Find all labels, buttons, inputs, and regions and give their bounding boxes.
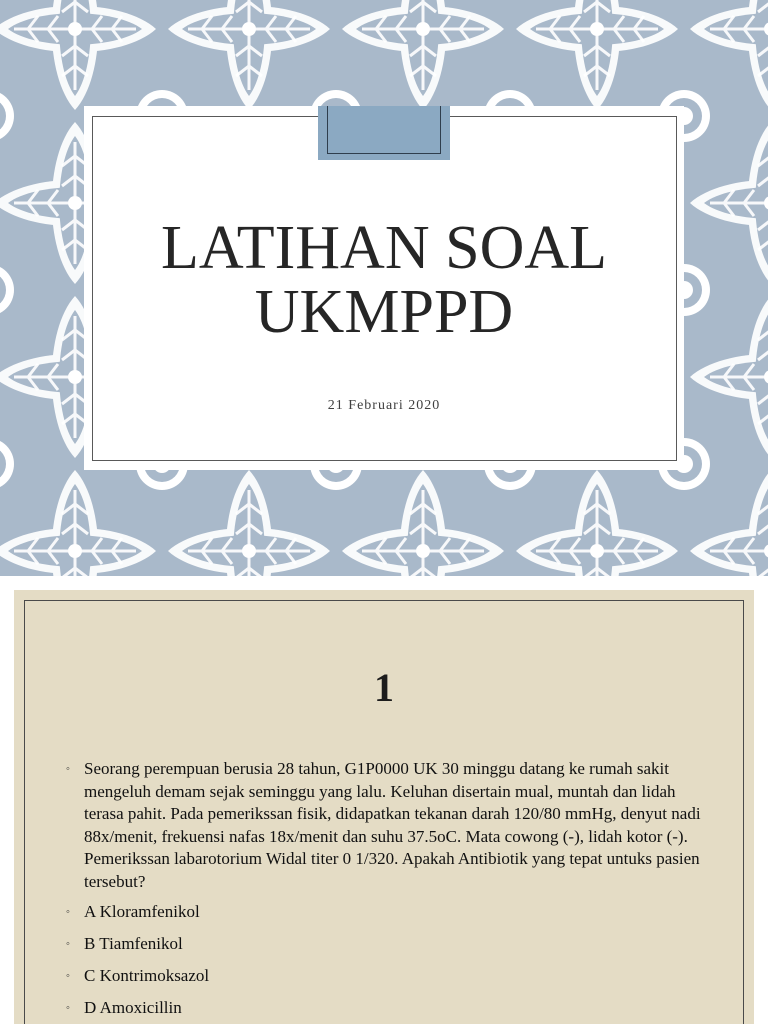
bullet-icon: ◦: [66, 763, 70, 775]
question-stem: [66, 758, 706, 893]
title-tab-decoration: [318, 106, 450, 160]
bullet-icon: ◦: [66, 970, 70, 982]
slide-title-line2: UKMPPD: [254, 278, 514, 346]
answer-option-label: D Amoxicillin: [84, 998, 182, 1017]
answer-option-label: A Kloramfenikol: [84, 902, 200, 921]
answer-option-b: [66, 933, 706, 956]
bullet-icon: ◦: [66, 1002, 70, 1014]
answer-option-c: [66, 965, 706, 988]
bullet-icon: ◦: [66, 938, 70, 950]
slide-subtitle-date: 21 Februari 2020: [327, 398, 441, 413]
question-number: 1: [374, 665, 394, 710]
title-tab-inner-border: [327, 106, 441, 154]
bullet-icon: ◦: [66, 906, 70, 918]
question-list: [66, 758, 706, 1024]
answer-option-label: B Tiamfenikol: [84, 934, 183, 953]
answer-option-a: [66, 901, 706, 924]
title-card: [84, 106, 684, 470]
question-text: Seorang perempuan berusia 28 tahun, G1P0000 UK 30 minggu datang ke rumah sakit mengeluh demam sejak seminggu yang lalu. Keluhan disertain mual, muntah dan lidah terasa pahit. Pada pemerikssan fisik, didapatkan tekanan darah 120/80 mmHg, denyut nadi 88x/menit, frekuensi nafas 18x/menit dan suhu 37.5oC. Mata cowong (-), lidah kotor (-). Pemerikssan labarotorium Widal titer 0 1/320. Apakah Antibiotik yang tepat untuks pasien tersebut?: [84, 759, 701, 891]
slide-title-line1: LATIHAN SOAL: [160, 214, 608, 282]
question-slide: [14, 590, 754, 1024]
slide-title: [84, 216, 684, 344]
answer-option-label: C Kontrimoksazol: [84, 966, 210, 985]
answer-option-d: [66, 997, 706, 1020]
